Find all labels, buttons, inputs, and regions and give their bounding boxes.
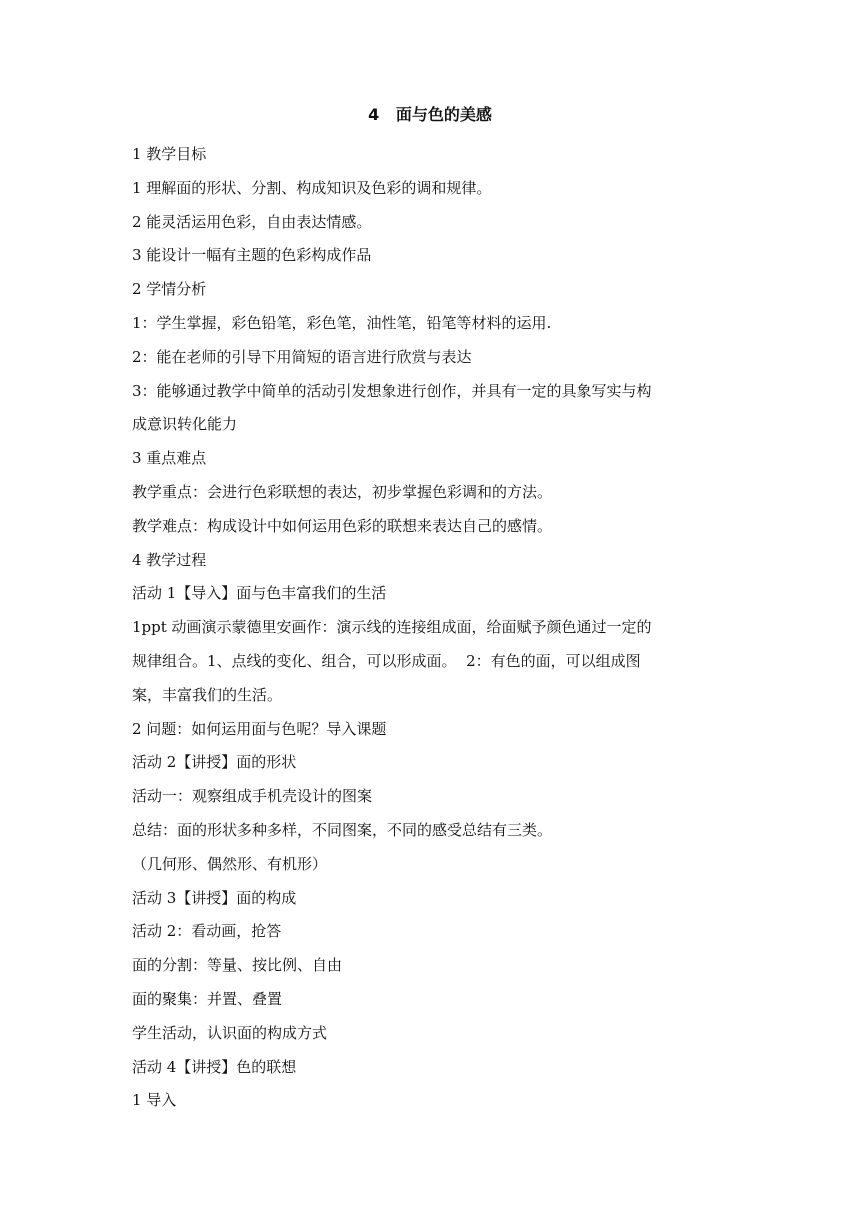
text-line: 面的分割：等量、按比例、自由 (132, 956, 343, 975)
text-line: 教学难点：构成设计中如何运用色彩的联想来表达自己的感情。 (132, 516, 553, 535)
text-line: 成意识转化能力 (132, 415, 238, 434)
text-line: 1 导入 (132, 1091, 177, 1110)
text-line: 活动 3【讲授】面的构成 (132, 888, 297, 907)
text-line: 2：能在老师的引导下用简短的语言进行欣赏与表达 (132, 347, 472, 366)
text-line: 2 问题：如何运用面与色呢？导入课题 (132, 719, 387, 738)
text-line: 1：学生掌握，彩色铅笔，彩色笔，油性笔，铅笔等材料的运用. (132, 313, 552, 332)
text-line: 活动 2【讲授】面的形状 (132, 753, 297, 772)
text-line: （几何形、偶然形、有机形） (132, 854, 328, 873)
text-line: 活动一：观察组成手机壳设计的图案 (132, 787, 373, 806)
text-line: 教学重点：会进行色彩联想的表达，初步掌握色彩调和的方法。 (132, 482, 553, 501)
text-line: 活动 1【导入】面与色丰富我们的生活 (132, 584, 387, 603)
text-line: 3 能设计一幅有主题的色彩构成作品 (132, 246, 372, 265)
text-line: 总结：面的形状多种多样，不同图案，不同的感受总结有三类。 (132, 820, 553, 839)
text-line: 1ppt 动画演示蒙德里安画作：演示线的连接组成面，给面赋予颜色通过一定的 (132, 618, 652, 637)
document-body (132, 138, 732, 1118)
text-line: 活动 2：看动画，抢答 (132, 922, 282, 941)
document-title: 4 面与色的美感 (368, 105, 492, 124)
text-line: 面的聚集：并置、叠置 (132, 989, 283, 1008)
text-line: 规律组合。1、点线的变化、组合，可以形成面。 2：有色的面，可以组成图 (132, 651, 641, 670)
text-line: 1 理解面的形状、分割、构成知识及色彩的调和规律。 (132, 178, 492, 197)
text-line: 案，丰富我们的生活。 (132, 685, 283, 704)
text-line: 3：能够通过教学中简单的活动引发想象进行创作，并具有一定的具象写实与构 (132, 381, 652, 400)
text-line: 活动 4【讲授】色的联想 (132, 1057, 297, 1076)
text-line: 2 学情分析 (132, 280, 207, 299)
text-line: 4 教学过程 (132, 550, 207, 569)
text-line: 学生活动，认识面的构成方式 (132, 1023, 328, 1042)
text-line: 1 教学目标 (132, 145, 207, 163)
text-line: 3 重点难点 (132, 449, 207, 468)
text-line: 2 能灵活运用色彩，自由表达情感。 (132, 212, 372, 231)
